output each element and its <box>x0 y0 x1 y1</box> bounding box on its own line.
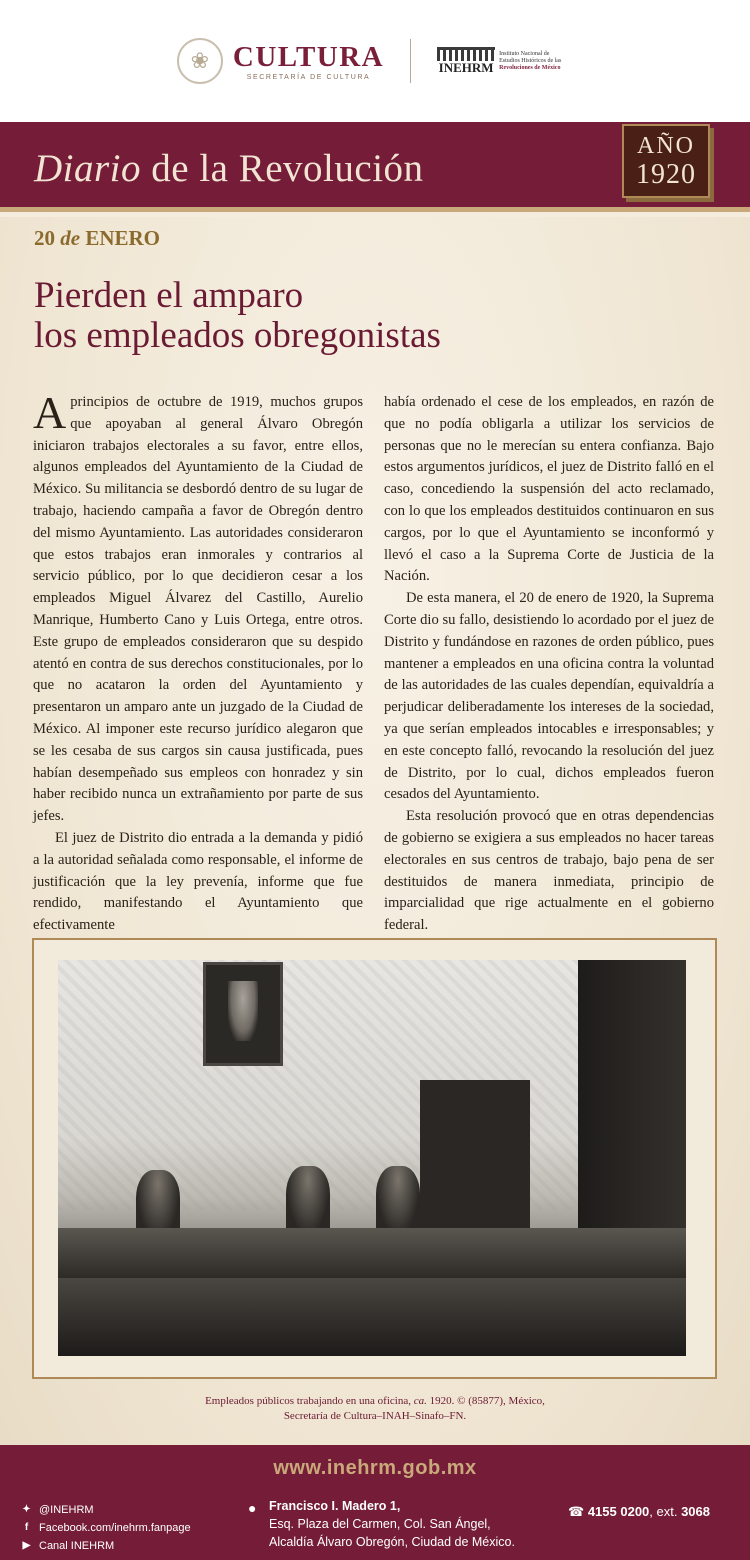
paragraph: El juez de Distrito dio entrada a la demanda y pidió a la autoridad señalada como responsable, el informe de justificación que la ley prevenía, informe que fue rendido, manifestando el Ayuntamiento que efectivamente <box>33 829 363 934</box>
paragraph: De esta manera, el 20 de enero de 1920, la Suprema Corte dio su fallo, desistiendo lo acordado por el juez de Distrito y fundándose en razones de orden público, pues mantener a empleados en una oficina contra la voluntad de las autoridades de las cuales dependían, equivaldría a perjudicar deliberadamente los intereses de la sociedad, ya que serían empleados intocables e irresponsables; y en este concepto falló, revocando la resolución del juez de Distrito, por lo cual, dichos empleados fueron cesados del Ayuntamiento. <box>384 590 714 803</box>
year-badge: AÑO 1920 <box>622 124 710 198</box>
paragraph: Aprincipios de octubre de 1919, muchos grupos que apoyaban al general Álvaro Obregón iniciaron trabajos electorales a su favor, entre ellos, algunos empleados del Ayuntamiento de la Ciudad de México. Su militancia se desbordó dentro de su lugar de trabajo, haciendo campaña a favor de Obregón dentro del mismo Ayuntamiento. Las autoridades consideraron que estos trabajos eran inmorales y contrarios al servicio público, por lo que decidieron cesar a los empleados Miguel Álvarez del Castillo, Aurelio Manrique, Humberto Cano y Luis Ortega, entre otros. Este grupo de empleados consideraron que su despido atentó en contra de sus derechos constitucionales, por lo que no acataron la orden del Ayuntamiento y presentaron un amparo ante un juzgado de la Ciudad de México. Al imponer este recurso jurídico alegaron que se les cesaba de sus cargos sin causa justificada, pues habían desempeñado sus empleos con honradez y sin haber recibido nunca un extrañamiento por parte de sus jefes. <box>33 387 363 825</box>
historical-office-photo <box>58 960 686 1356</box>
wall-portrait <box>203 962 283 1066</box>
article-headline: Pierden el amparo los empleados obregonistas <box>34 275 441 356</box>
building-icon <box>437 47 495 61</box>
youtube-icon: ▶ <box>22 1540 31 1551</box>
drop-cap: A <box>33 387 67 438</box>
person <box>286 1166 330 1236</box>
article-column-left <box>33 387 363 937</box>
floor <box>58 1278 686 1356</box>
twitter-link[interactable]: ✦ @INEHRM <box>20 1501 191 1519</box>
facebook-link[interactable]: f Facebook.com/inehrm.fanpage <box>20 1519 191 1537</box>
address: ● Francisco I. Madero 1, Esq. Plaza del Carmen, Col. San Ángel, Alcaldía Álvaro Obregón, Ciudad de México. <box>248 1499 515 1549</box>
location-pin-icon: ● <box>248 1500 257 1516</box>
phone-number[interactable]: ☎ 4155 0200, ext. 3068 <box>568 1504 710 1519</box>
cultura-logo <box>177 38 384 84</box>
mexico-seal-icon: ❀ <box>177 38 223 84</box>
paragraph: Esta resolución provocó que en otras dependencias de gobierno se exigiera a sus empleados no hacer tareas electorales en sus centros de trabajo, bajo pena de ser destituidos de manera inmediata, principio de imparcialidad que rige actualmente en el gobierno federal. <box>384 808 714 934</box>
article-column-right <box>384 392 714 937</box>
desk <box>58 1228 686 1278</box>
person <box>376 1166 420 1236</box>
inehrm-logo: INEHRM Instituto Nacional de Estudios Históricos de las Revoluciones de México <box>437 47 573 75</box>
cultura-wordmark: CULTURA <box>232 40 385 73</box>
social-links <box>20 1501 191 1555</box>
cabinet <box>420 1080 530 1230</box>
website-link[interactable]: www.inehrm.gob.mx <box>273 1457 477 1479</box>
series-title: Diario de la Revolución <box>34 147 424 190</box>
article-date: 20 de ENERO <box>34 226 161 250</box>
footer <box>0 1445 750 1560</box>
header-bar <box>0 0 750 122</box>
youtube-link[interactable]: ▶ Canal INEHRM <box>20 1537 191 1555</box>
inehrm-full-name: Instituto Nacional de Estudios Históricos de las Revoluciones de México <box>499 50 562 71</box>
twitter-icon: ✦ <box>22 1504 31 1515</box>
photo-caption: Empleados públicos trabajando en una oficina, ca. 1920. © (85877), México, Secretaría de Cultura–INAH–Sinafo–FN. <box>205 1395 545 1422</box>
logo-divider <box>410 39 411 83</box>
cultura-subtitle: SECRETARÍA DE CULTURA <box>246 73 371 81</box>
facebook-icon: f <box>24 1522 29 1533</box>
phone-icon: ☎ <box>568 1504 585 1519</box>
paragraph: había ordenado el cese de los empleados, en razón de que no podía obligarla a utilizar los servicios de personas que no le merecían su entera confianza. Bajo estos argumentos jurídicos, el juez de Distrito falló en el caso, concediendo la suspensión del acto reclamado, con lo que los empleados destituidos continuaron en sus cargos, por lo que el Ayuntamiento se inconformó y llevó el caso a la Suprema Corte de Justicia de la Nación. <box>384 394 714 585</box>
